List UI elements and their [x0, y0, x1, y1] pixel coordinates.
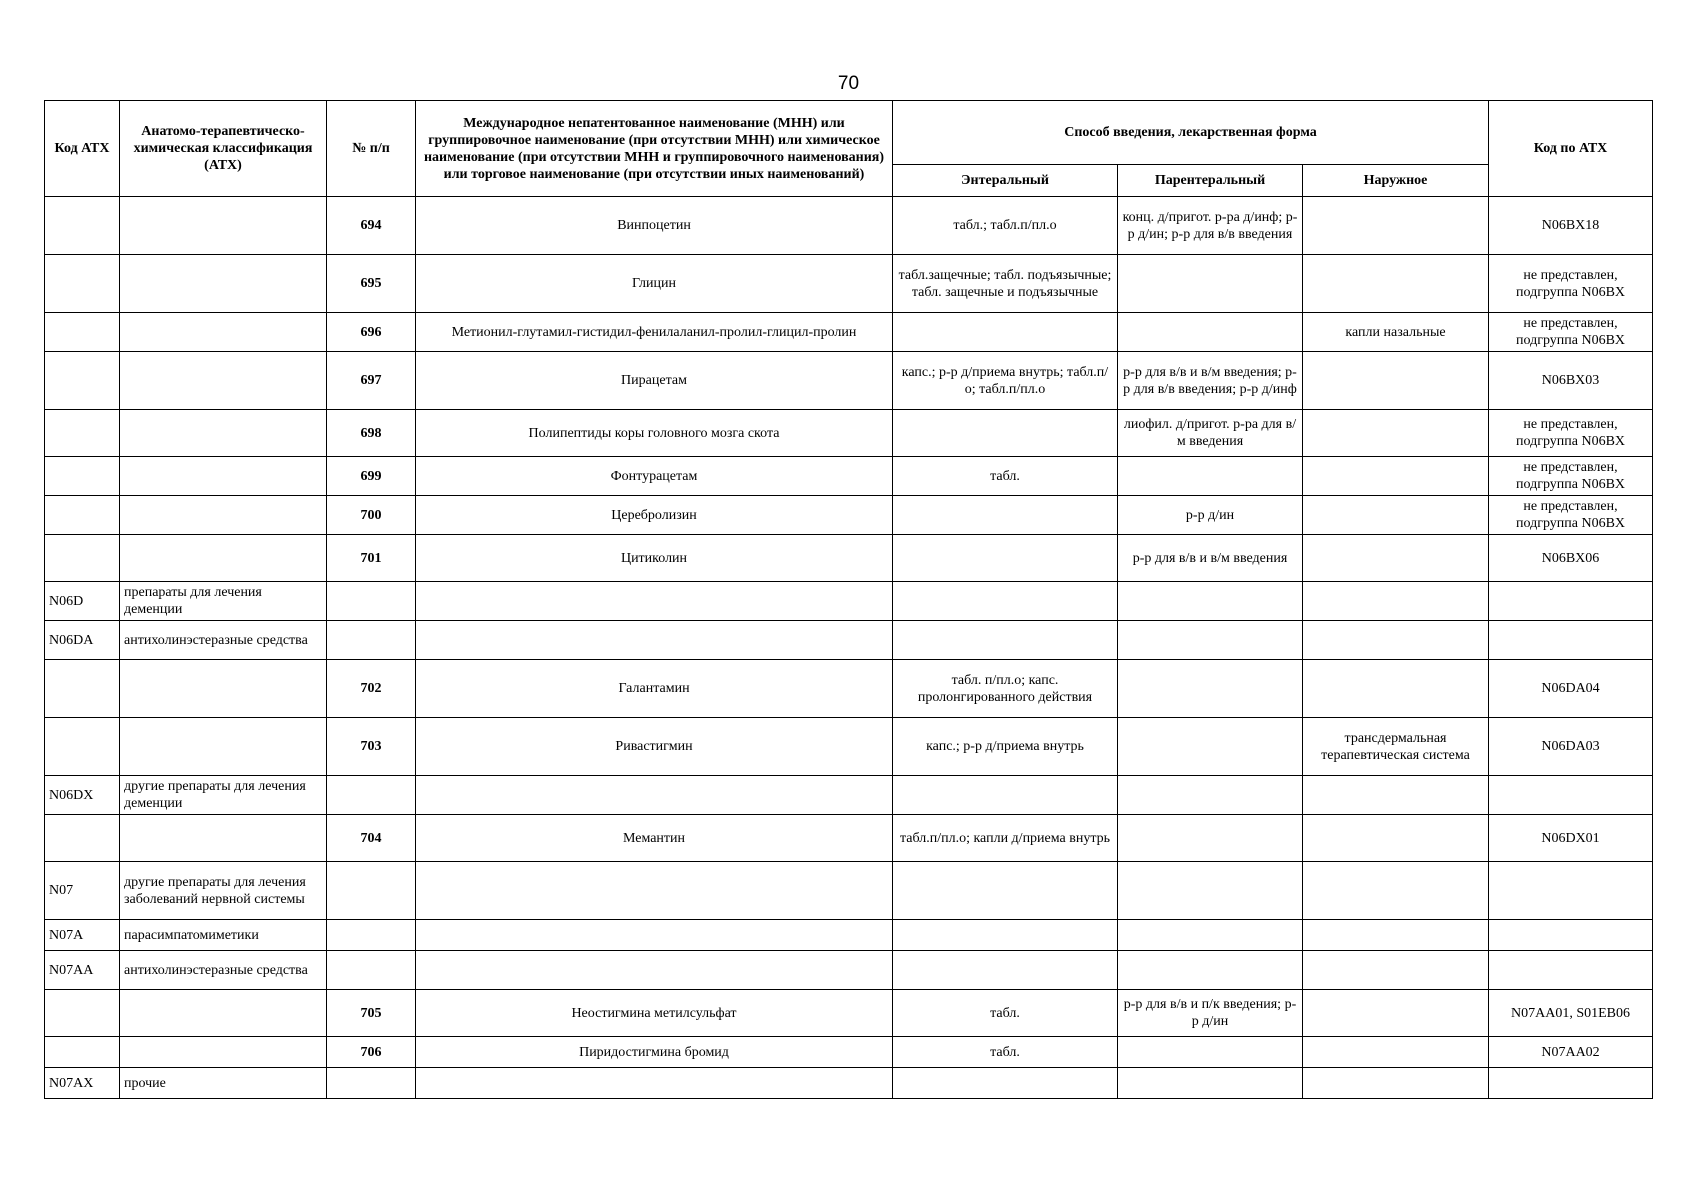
external-cell — [1303, 776, 1489, 815]
parenteral-cell — [1118, 862, 1303, 920]
number-cell: 700 — [327, 496, 416, 535]
parenteral-cell — [1118, 1037, 1303, 1068]
number-cell: 702 — [327, 660, 416, 718]
classification-cell — [120, 1037, 327, 1068]
number-cell — [327, 776, 416, 815]
number-cell: 695 — [327, 255, 416, 313]
table-row — [45, 496, 1653, 535]
classification-cell: антихолинэстеразные средства — [120, 951, 327, 990]
table-row — [45, 1037, 1653, 1068]
enteral-cell: табл.п/пл.о; капли д/приема внутрь — [893, 815, 1118, 862]
external-cell — [1303, 352, 1489, 410]
classification-cell: препараты для лечения деменции — [120, 582, 327, 621]
enteral-cell — [893, 535, 1118, 582]
header-enteral: Энтеральный — [893, 165, 1118, 197]
table-row — [45, 776, 1653, 815]
classification-cell — [120, 660, 327, 718]
classification-cell: другие препараты для лечения деменции — [120, 776, 327, 815]
external-cell — [1303, 582, 1489, 621]
number-cell: 699 — [327, 457, 416, 496]
classification-cell — [120, 313, 327, 352]
classification-cell — [120, 815, 327, 862]
number-cell: 694 — [327, 197, 416, 255]
external-cell — [1303, 920, 1489, 951]
atx-code-ref-cell — [1489, 1068, 1653, 1099]
atx-code-ref-cell — [1489, 951, 1653, 990]
table-row — [45, 718, 1653, 776]
table-row — [45, 990, 1653, 1037]
table-row — [45, 352, 1653, 410]
external-cell — [1303, 815, 1489, 862]
drug-name-cell: Винпоцетин — [416, 197, 893, 255]
table-header — [45, 101, 1653, 197]
table-body — [45, 197, 1653, 1099]
table-row — [45, 621, 1653, 660]
classification-cell — [120, 990, 327, 1037]
number-cell — [327, 1068, 416, 1099]
number-cell: 705 — [327, 990, 416, 1037]
drug-name-cell — [416, 582, 893, 621]
table-row — [45, 862, 1653, 920]
external-cell: капли назальные — [1303, 313, 1489, 352]
atx-code-ref-cell: не представлен, подгруппа N06BX — [1489, 313, 1653, 352]
drug-name-cell: Глицин — [416, 255, 893, 313]
number-cell — [327, 920, 416, 951]
drug-name-cell — [416, 621, 893, 660]
enteral-cell: табл. — [893, 990, 1118, 1037]
table-row — [45, 660, 1653, 718]
classification-cell: другие препараты для лечения заболеваний нервной системы — [120, 862, 327, 920]
atx-code-cell — [45, 815, 120, 862]
header-route-form: Способ введения, лекарственная форма — [893, 101, 1489, 165]
drug-name-cell — [416, 776, 893, 815]
atx-code-ref-cell: не представлен, подгруппа N06BX — [1489, 255, 1653, 313]
parenteral-cell: р-р д/ин — [1118, 496, 1303, 535]
number-cell: 706 — [327, 1037, 416, 1068]
number-cell: 696 — [327, 313, 416, 352]
external-cell — [1303, 535, 1489, 582]
atx-code-cell: N06DX — [45, 776, 120, 815]
external-cell — [1303, 410, 1489, 457]
atx-code-cell: N07AA — [45, 951, 120, 990]
atx-code-cell — [45, 535, 120, 582]
atx-code-ref-cell — [1489, 776, 1653, 815]
atx-code-cell — [45, 313, 120, 352]
table-row — [45, 535, 1653, 582]
table-row — [45, 255, 1653, 313]
atx-code-cell: N06D — [45, 582, 120, 621]
classification-cell: антихолинэстеразные средства — [120, 621, 327, 660]
header-number: № п/п — [327, 101, 416, 197]
atx-code-ref-cell — [1489, 582, 1653, 621]
drug-name-cell: Неостигмина метилсульфат — [416, 990, 893, 1037]
classification-cell — [120, 352, 327, 410]
enteral-cell — [893, 1068, 1118, 1099]
parenteral-cell: р-р для в/в и в/м введения — [1118, 535, 1303, 582]
header-name: Международное непатентованное наименование (МНН) или группировочное наименование (при отсутствии МНН) или химическое наименование (при отсутствии МНН и группировочного наименования) или торговое наименование (при отсутствии иных наименований) — [416, 101, 893, 197]
table-row — [45, 582, 1653, 621]
enteral-cell — [893, 313, 1118, 352]
atx-code-ref-cell: N07AA01, S01EB06 — [1489, 990, 1653, 1037]
enteral-cell — [893, 621, 1118, 660]
classification-cell — [120, 197, 327, 255]
enteral-cell — [893, 776, 1118, 815]
number-cell: 701 — [327, 535, 416, 582]
classification-cell — [120, 718, 327, 776]
atx-code-ref-cell: N06BX03 — [1489, 352, 1653, 410]
classification-cell — [120, 457, 327, 496]
table-row — [45, 313, 1653, 352]
external-cell — [1303, 1068, 1489, 1099]
atx-code-ref-cell: N06BX06 — [1489, 535, 1653, 582]
parenteral-cell: р-р для в/в и в/м введения; р-р для в/в введения; р-р д/инф — [1118, 352, 1303, 410]
external-cell: трансдермальная терапевтическая система — [1303, 718, 1489, 776]
number-cell: 703 — [327, 718, 416, 776]
atx-code-ref-cell — [1489, 920, 1653, 951]
table-row — [45, 457, 1653, 496]
table-row — [45, 815, 1653, 862]
parenteral-cell — [1118, 718, 1303, 776]
parenteral-cell — [1118, 815, 1303, 862]
parenteral-cell — [1118, 313, 1303, 352]
enteral-cell — [893, 862, 1118, 920]
atx-code-cell — [45, 352, 120, 410]
header-code-atx: Код АТХ — [45, 101, 120, 197]
parenteral-cell — [1118, 920, 1303, 951]
parenteral-cell — [1118, 660, 1303, 718]
enteral-cell: табл.защечные; табл. подъязычные; табл. защечные и подъязычные — [893, 255, 1118, 313]
number-cell — [327, 621, 416, 660]
drug-name-cell: Метионил-глутамил-гистидил-фенилаланил-пролил-глицил-пролин — [416, 313, 893, 352]
external-cell — [1303, 457, 1489, 496]
parenteral-cell: р-р для в/в и п/к введения; р-р д/ин — [1118, 990, 1303, 1037]
external-cell — [1303, 1037, 1489, 1068]
parenteral-cell: конц. д/пригот. р-ра д/инф; р-р д/ин; р-р для в/в введения — [1118, 197, 1303, 255]
parenteral-cell: лиофил. д/пригот. р-ра для в/м введения — [1118, 410, 1303, 457]
parenteral-cell — [1118, 255, 1303, 313]
parenteral-cell — [1118, 621, 1303, 660]
parenteral-cell — [1118, 582, 1303, 621]
classification-cell — [120, 410, 327, 457]
enteral-cell — [893, 920, 1118, 951]
classification-cell: парасимпатомиметики — [120, 920, 327, 951]
number-cell: 704 — [327, 815, 416, 862]
enteral-cell — [893, 582, 1118, 621]
header-atx-code: Код по АТХ — [1489, 101, 1653, 197]
atx-code-ref-cell — [1489, 862, 1653, 920]
drug-name-cell: Фонтурацетам — [416, 457, 893, 496]
external-cell — [1303, 621, 1489, 660]
header-classification: Анатомо-терапевтическо-химическая классификация (АТХ) — [120, 101, 327, 197]
external-cell — [1303, 496, 1489, 535]
drug-name-cell: Мемантин — [416, 815, 893, 862]
drug-name-cell: Цитиколин — [416, 535, 893, 582]
classification-cell — [120, 255, 327, 313]
enteral-cell: табл. — [893, 457, 1118, 496]
atx-code-ref-cell: не представлен, подгруппа N06BX — [1489, 410, 1653, 457]
number-cell: 697 — [327, 352, 416, 410]
enteral-cell: капс.; р-р д/приема внутрь — [893, 718, 1118, 776]
table-row — [45, 1068, 1653, 1099]
drug-name-cell — [416, 862, 893, 920]
atx-code-cell — [45, 660, 120, 718]
drug-table — [44, 100, 1653, 1099]
page-number: 70 — [837, 73, 860, 94]
classification-cell — [120, 535, 327, 582]
atx-code-cell — [45, 990, 120, 1037]
atx-code-ref-cell: N06DX01 — [1489, 815, 1653, 862]
parenteral-cell — [1118, 776, 1303, 815]
atx-code-ref-cell — [1489, 621, 1653, 660]
atx-code-cell: N07A — [45, 920, 120, 951]
drug-name-cell: Пирацетам — [416, 352, 893, 410]
drug-name-cell: Ривастигмин — [416, 718, 893, 776]
drug-name-cell: Галантамин — [416, 660, 893, 718]
number-cell: 698 — [327, 410, 416, 457]
parenteral-cell — [1118, 951, 1303, 990]
drug-name-cell — [416, 951, 893, 990]
number-cell — [327, 951, 416, 990]
enteral-cell: табл. — [893, 1037, 1118, 1068]
atx-code-cell — [45, 197, 120, 255]
enteral-cell: капс.; р-р д/приема внутрь; табл.п/о; табл.п/пл.о — [893, 352, 1118, 410]
drug-name-cell: Пиридостигмина бромид — [416, 1037, 893, 1068]
enteral-cell — [893, 410, 1118, 457]
atx-code-cell — [45, 718, 120, 776]
external-cell — [1303, 951, 1489, 990]
parenteral-cell — [1118, 1068, 1303, 1099]
table-row — [45, 410, 1653, 457]
table-row — [45, 920, 1653, 951]
external-cell — [1303, 990, 1489, 1037]
enteral-cell: табл. п/пл.о; капс. пролонгированного действия — [893, 660, 1118, 718]
external-cell — [1303, 197, 1489, 255]
atx-code-cell: N07AX — [45, 1068, 120, 1099]
atx-code-ref-cell: N06DA04 — [1489, 660, 1653, 718]
atx-code-ref-cell: не представлен, подгруппа N06BX — [1489, 496, 1653, 535]
external-cell — [1303, 660, 1489, 718]
drug-name-cell: Церебролизин — [416, 496, 893, 535]
atx-code-cell — [45, 496, 120, 535]
table-row — [45, 951, 1653, 990]
external-cell — [1303, 862, 1489, 920]
atx-code-cell — [45, 410, 120, 457]
atx-code-cell — [45, 255, 120, 313]
enteral-cell — [893, 496, 1118, 535]
table-row — [45, 197, 1653, 255]
atx-code-ref-cell: не представлен, подгруппа N06BX — [1489, 457, 1653, 496]
header-parenteral: Парентеральный — [1118, 165, 1303, 197]
classification-cell: прочие — [120, 1068, 327, 1099]
enteral-cell: табл.; табл.п/пл.о — [893, 197, 1118, 255]
number-cell — [327, 582, 416, 621]
external-cell — [1303, 255, 1489, 313]
drug-name-cell — [416, 920, 893, 951]
number-cell — [327, 862, 416, 920]
drug-name-cell: Полипептиды коры головного мозга скота — [416, 410, 893, 457]
enteral-cell — [893, 951, 1118, 990]
classification-cell — [120, 496, 327, 535]
atx-code-ref-cell: N06BX18 — [1489, 197, 1653, 255]
atx-code-ref-cell: N07AA02 — [1489, 1037, 1653, 1068]
atx-code-ref-cell: N06DA03 — [1489, 718, 1653, 776]
atx-code-cell: N06DA — [45, 621, 120, 660]
parenteral-cell — [1118, 457, 1303, 496]
atx-code-cell: N07 — [45, 862, 120, 920]
header-external: Наружное — [1303, 165, 1489, 197]
atx-code-cell — [45, 1037, 120, 1068]
drug-name-cell — [416, 1068, 893, 1099]
atx-code-cell — [45, 457, 120, 496]
